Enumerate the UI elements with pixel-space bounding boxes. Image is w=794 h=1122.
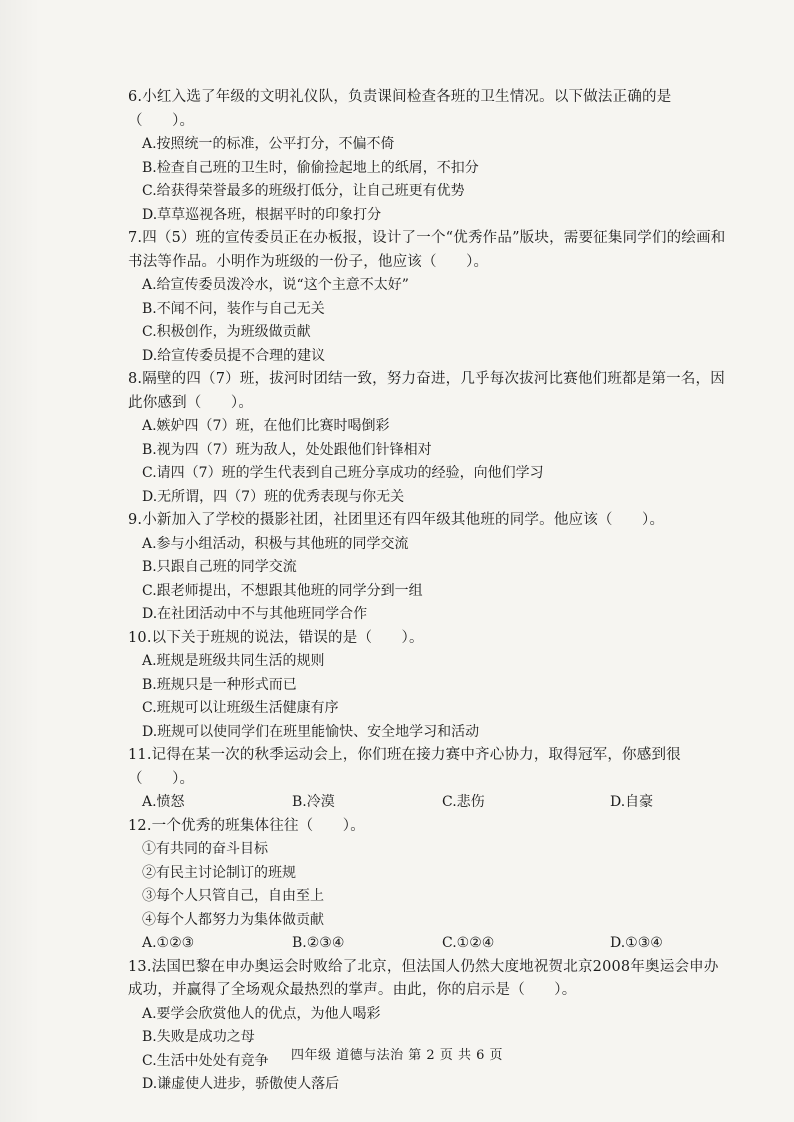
page-footer: 四年级 道德与法治 第 2 页 共 6 页	[291, 1048, 503, 1063]
option-d: D.谦虚使人进步，骄傲使人落后	[142, 1076, 340, 1092]
option-b: B.失败是成功之母	[142, 1029, 255, 1045]
statement-3: ③每个人只管自己，自由至上	[142, 888, 324, 904]
question-stem: 13.法国巴黎在申办奥运会时败给了北京，但法国人仍然大度地祝贺北京2008年奥运会申办成功，并赢得了全场观众最热烈的掌声。由此，你的启示是（ ）。	[128, 958, 719, 998]
option-a: A.①②③	[142, 935, 195, 951]
option-c: C.请四（7）班的学生代表到自己班分享成功的经验，向他们学习	[142, 465, 544, 481]
question-stem: 12.一个优秀的班集体往往（ ）。	[128, 817, 365, 834]
option-d: D.①③④	[610, 935, 663, 951]
question-stem: 6.小红入选了年级的文明礼仪队，负责课间检查各班的卫生情况。以下做法正确的是（ ）。	[128, 89, 672, 129]
question-stem: 9.小新加入了学校的摄影社团，社团里还有四年级其他班的同学。他应该（ ）。	[128, 512, 665, 528]
option-b: B.冷漠	[292, 794, 335, 810]
statement-4: ④每个人都努力为集体做贡献	[142, 911, 324, 928]
option-b: B.只跟自己班的同学交流	[142, 559, 297, 575]
option-c: C.积极创作，为班级做贡献	[142, 324, 311, 340]
option-c: C.跟老师提出，不想跟其他班的同学分到一组	[142, 582, 423, 599]
question-stem: 10.以下关于班规的说法，错误的是（ ）。	[128, 629, 424, 646]
option-c: C.生活中处处有竞争	[142, 1052, 269, 1069]
option-b: B.视为四（7）班为敌人，处处跟他们针锋相对	[142, 441, 432, 458]
option-b: B.不闻不问，装作与自己无关	[142, 300, 325, 317]
question-7	[128, 227, 728, 368]
question-10	[128, 627, 728, 745]
option-a: A.嫉妒四（7）班，在他们比赛时喝倒彩	[142, 418, 390, 434]
option-b: B.检查自己班的卫生时，偷偷捡起地上的纸屑，不扣分	[142, 159, 479, 176]
option-d: D.在社团活动中不与其他班同学合作	[142, 606, 368, 622]
option-c: C.悲伤	[442, 794, 485, 810]
option-a: A.参与小组活动，积极与其他班的同学交流	[142, 535, 409, 552]
option-a: A.要学会欣赏他人的优点，为他人喝彩	[142, 1005, 381, 1022]
option-d: D.无所谓，四（7）班的优秀表现与你无关	[142, 488, 405, 505]
option-d: D.自豪	[610, 794, 654, 810]
question-list	[128, 86, 728, 1097]
option-a: A.班规是班级共同生活的规则	[142, 653, 325, 669]
statement-2: ②有民主讨论制订的班规	[142, 864, 296, 881]
option-b: B.班规只是一种形式而已	[142, 676, 297, 693]
question-stem: 7.四（5）班的宣传委员正在办板报，设计了一个“优秀作品”版块，需要征集同学们的绘画和书法等作品。小明作为班级的一份子，他应该（ ）。	[128, 230, 726, 270]
option-row	[128, 791, 728, 815]
question-11	[128, 744, 728, 815]
option-b: B.②③④	[292, 935, 345, 951]
option-a: A.愤怒	[142, 794, 185, 810]
question-8	[128, 368, 728, 509]
option-d: D.给宣传委员提不合理的建议	[142, 347, 326, 364]
question-13	[128, 956, 728, 1097]
statement-1: ①有共同的奋斗目标	[142, 841, 268, 857]
question-stem: 11.记得在某一次的秋季运动会上，你们班在接力赛中齐心协力，取得冠军，你感到很（ ）。	[128, 747, 681, 787]
question-9	[128, 509, 728, 627]
option-c: C.①②④	[442, 935, 495, 951]
option-c: C.班规可以让班级生活健康有序	[142, 700, 339, 716]
option-a: A.给宣传委员泼冷水，说“这个主意不太好”	[142, 277, 409, 293]
option-row	[128, 932, 728, 956]
option-d: D.草草巡视各班，根据平时的印象打分	[142, 206, 382, 223]
question-stem: 8.隔壁的四（7）班，拔河时团结一致，努力奋进，几乎每次拔河比赛他们班都是第一名，因此你感到（ ）。	[128, 371, 725, 411]
question-12	[128, 815, 728, 956]
option-d: D.班规可以使同学们在班里能愉快、安全地学习和活动	[142, 723, 480, 740]
question-6	[128, 86, 728, 227]
option-c: C.给获得荣誉最多的班级打低分，让自己班更有优势	[142, 183, 465, 199]
option-a: A.按照统一的标准，公平打分，不偏不倚	[142, 136, 395, 152]
